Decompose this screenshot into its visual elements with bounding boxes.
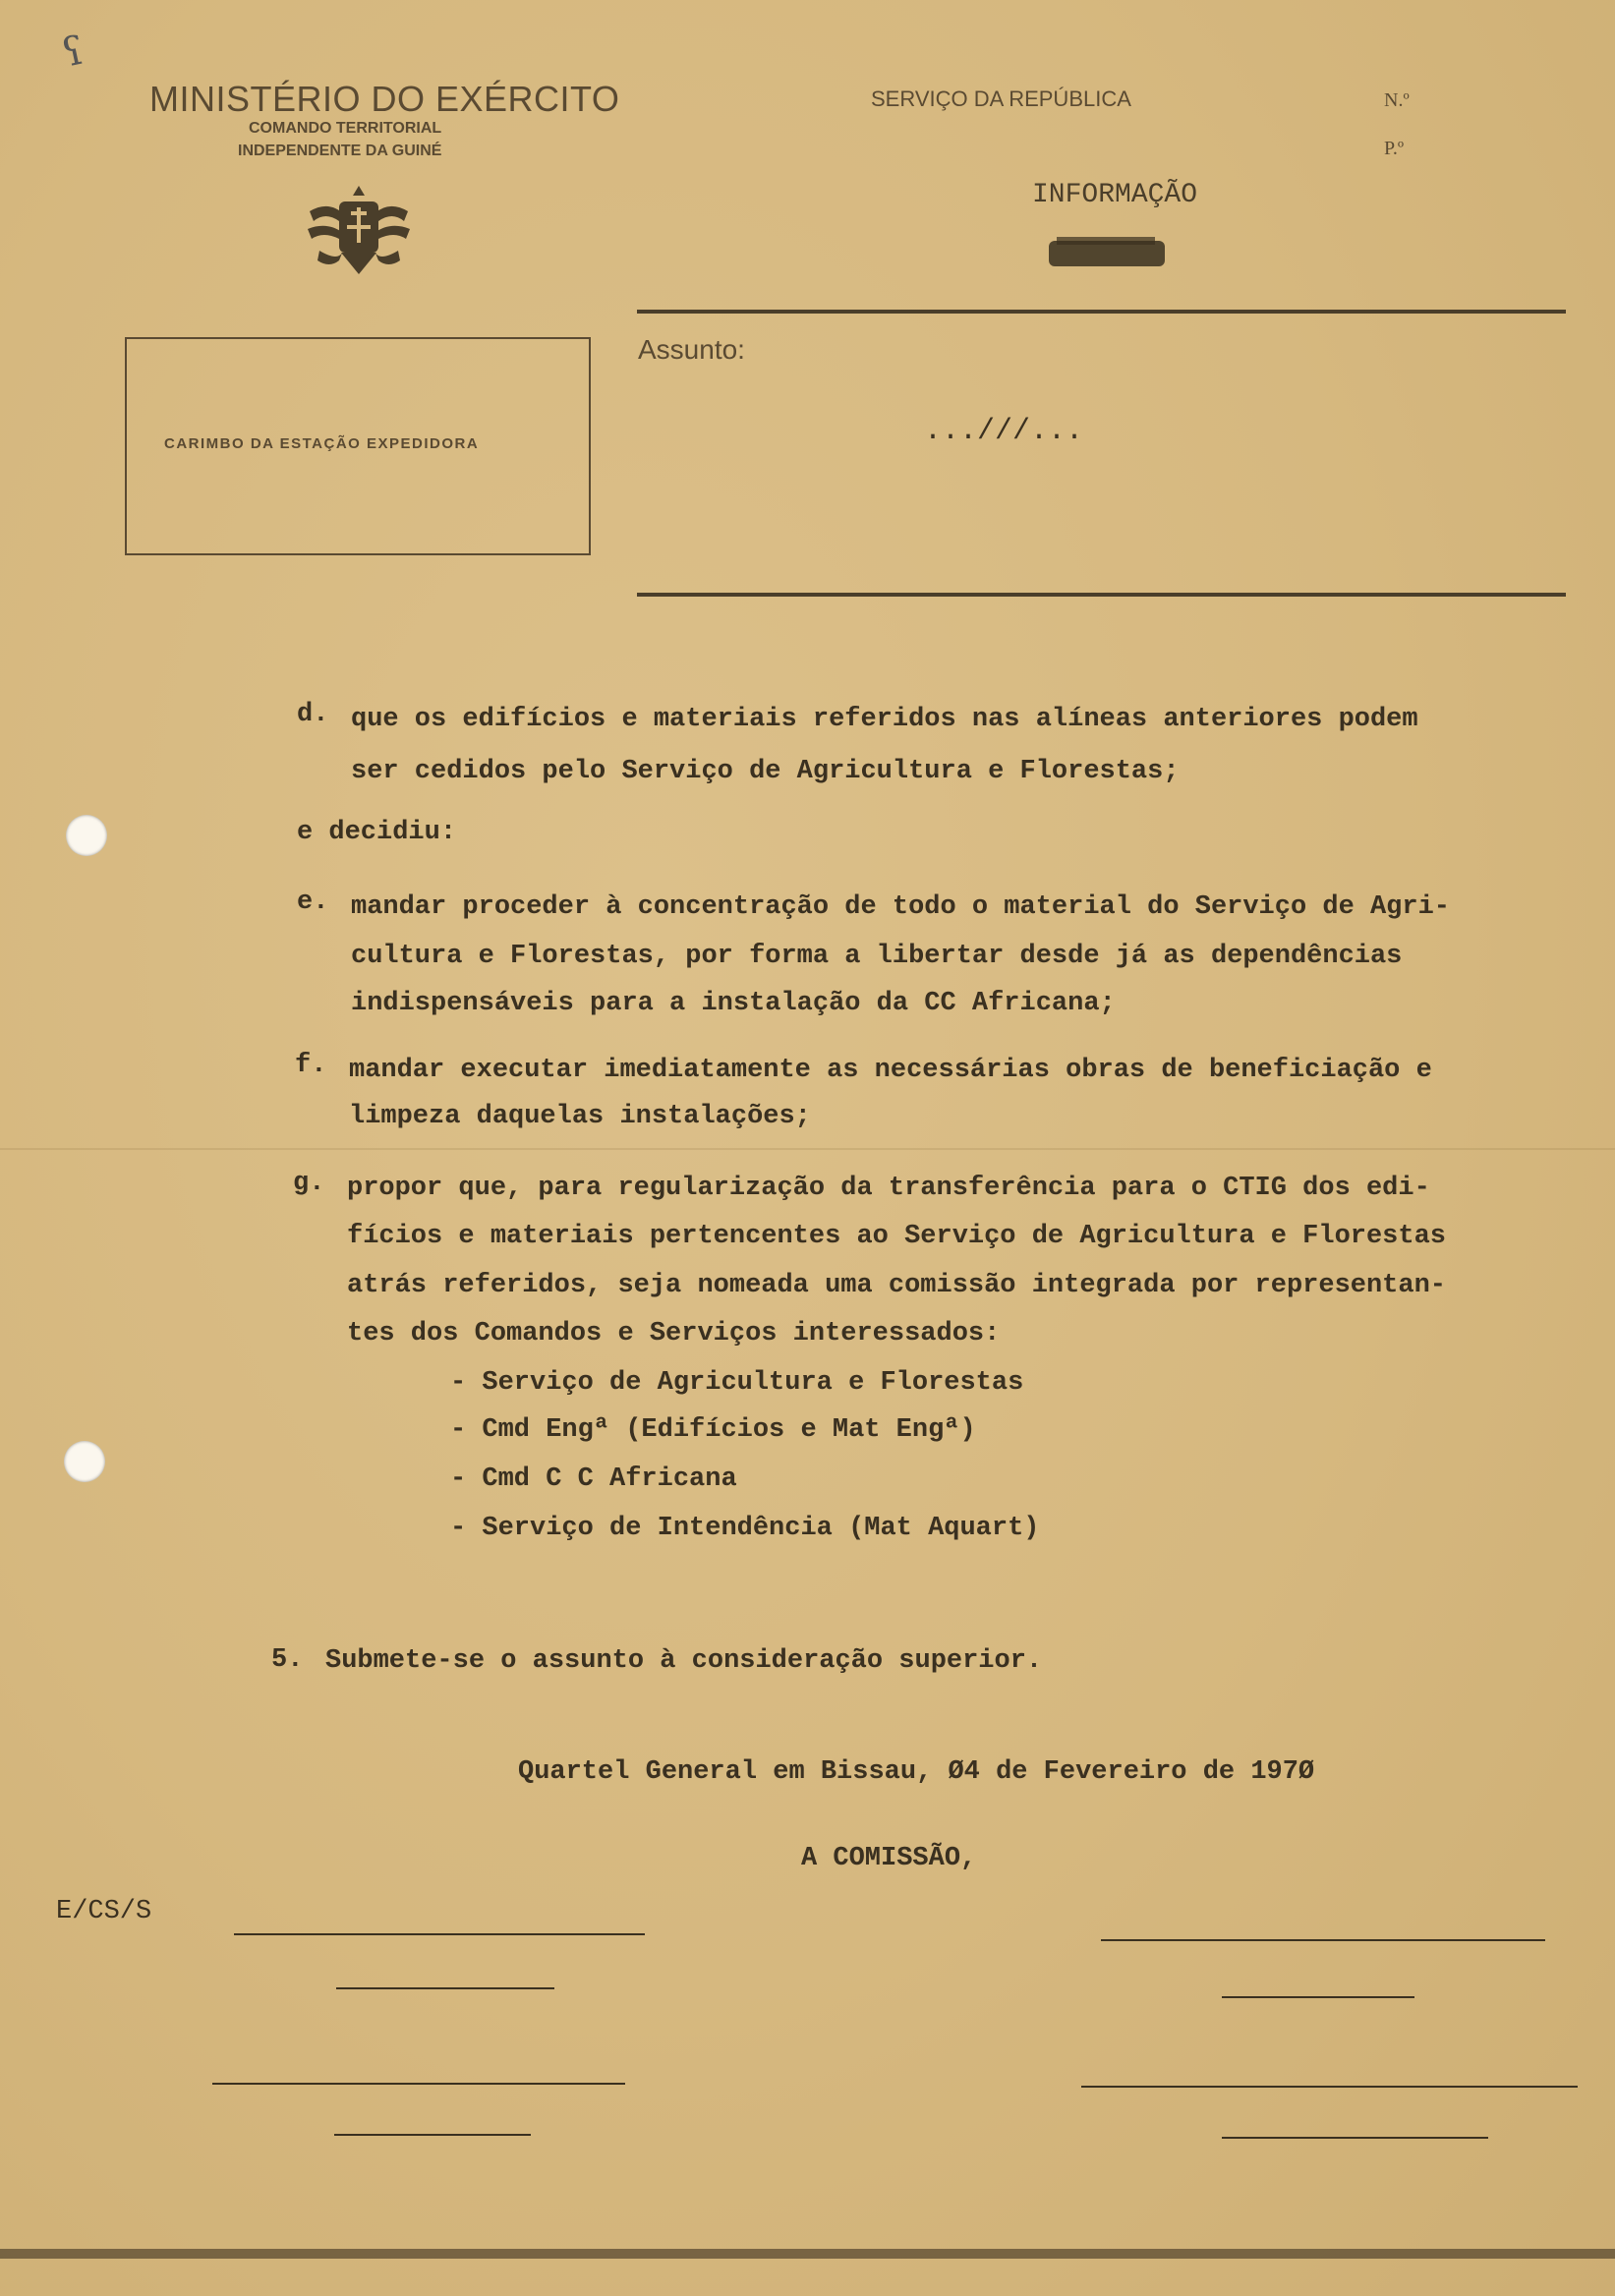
signature-line [1222, 2137, 1488, 2139]
coat-of-arms-icon [300, 182, 418, 280]
item-f-line-2: limpeza daquelas instalações; [349, 1102, 811, 1131]
item-g-line-3: atrás referidos, seja nomeada uma comissão integrada por representan- [347, 1271, 1446, 1300]
header-rule-top [637, 310, 1566, 314]
reference-code: E/CS/S [56, 1897, 152, 1926]
sender-stamp-label: CARIMBO DA ESTAÇÃO EXPEDIDORA [164, 435, 480, 452]
process-label: P.º [1384, 138, 1405, 159]
item-f-line-1: mandar executar imediatamente as necessárias obras de beneficiação e [349, 1056, 1432, 1085]
header-rule-bottom [637, 593, 1566, 597]
item-d-letter: d. [297, 700, 329, 729]
command-line-1: COMANDO TERRITORIAL [249, 120, 442, 137]
command-line-2: INDEPENDENTE DA GUINÉ [238, 143, 442, 159]
signatory-title: A COMISSÃO, [801, 1844, 977, 1873]
item-e-letter: e. [297, 888, 329, 917]
struck-out-text [1049, 237, 1165, 269]
document-type: INFORMAÇÃO [1032, 180, 1198, 210]
signature-line [1081, 2086, 1578, 2088]
signature-line [234, 1933, 645, 1935]
page-bottom-edge [0, 2249, 1615, 2259]
item-g-subitem: - Serviço de Intendência (Mat Aquart) [450, 1514, 1040, 1543]
item-g-subitem: - Cmd C C Africana [450, 1464, 737, 1494]
paper-fold [0, 1148, 1615, 1150]
item-g-line-4: tes dos Comandos e Serviços interessados: [347, 1319, 1001, 1349]
item-d-line-2: ser cedidos pelo Serviço de Agricultura e Florestas; [351, 757, 1180, 786]
service-title: SERVIÇO DA REPÚBLICA [871, 86, 1131, 111]
item-g-line-2: fícios e materiais pertencentes ao Serviço de Agricultura e Florestas [347, 1222, 1446, 1251]
item-g-subitem: - Serviço de Agricultura e Florestas [450, 1368, 1024, 1398]
item-5-text: Submete-se o assunto à consideração superior. [325, 1646, 1043, 1676]
signature-line [334, 2134, 531, 2136]
punch-hole [66, 815, 107, 856]
item-e-line-1: mandar proceder à concentração de todo o material do Serviço de Agri- [351, 892, 1450, 922]
subject-label: Assunto: [638, 334, 745, 365]
signature-line [212, 2083, 625, 2085]
item-5-number: 5. [271, 1645, 304, 1675]
item-f-letter: f. [295, 1051, 327, 1080]
item-g-subitem: - Cmd Engª (Edifícios e Mat Engª) [450, 1415, 976, 1445]
item-g-line-1: propor que, para regularização da transferência para o CTIG dos edi- [347, 1174, 1430, 1203]
punch-hole [64, 1441, 105, 1482]
signature-line [336, 1987, 554, 1989]
item-e-line-2: cultura e Florestas, por forma a libertar desde já as dependências [351, 942, 1403, 971]
signature-line [1222, 1996, 1414, 1998]
ministry-title: MINISTÉRIO DO EXÉRCITO [149, 79, 620, 119]
item-e-line-3: indispensáveis para a instalação da CC Africana; [351, 989, 1116, 1018]
pencil-mark: ʕ [58, 28, 89, 77]
number-label: N.º [1384, 89, 1410, 111]
place-and-date: Quartel General em Bissau, Ø4 de Fevereiro de 197Ø [518, 1757, 1315, 1787]
signature-line [1101, 1939, 1545, 1941]
subject-value: ...///... [924, 415, 1084, 448]
item-d-line-1: que os edifícios e materiais referidos nas alíneas anteriores podem [351, 705, 1418, 734]
item-g-letter: g. [293, 1169, 325, 1198]
decided-text: e decidiu: [297, 818, 457, 847]
